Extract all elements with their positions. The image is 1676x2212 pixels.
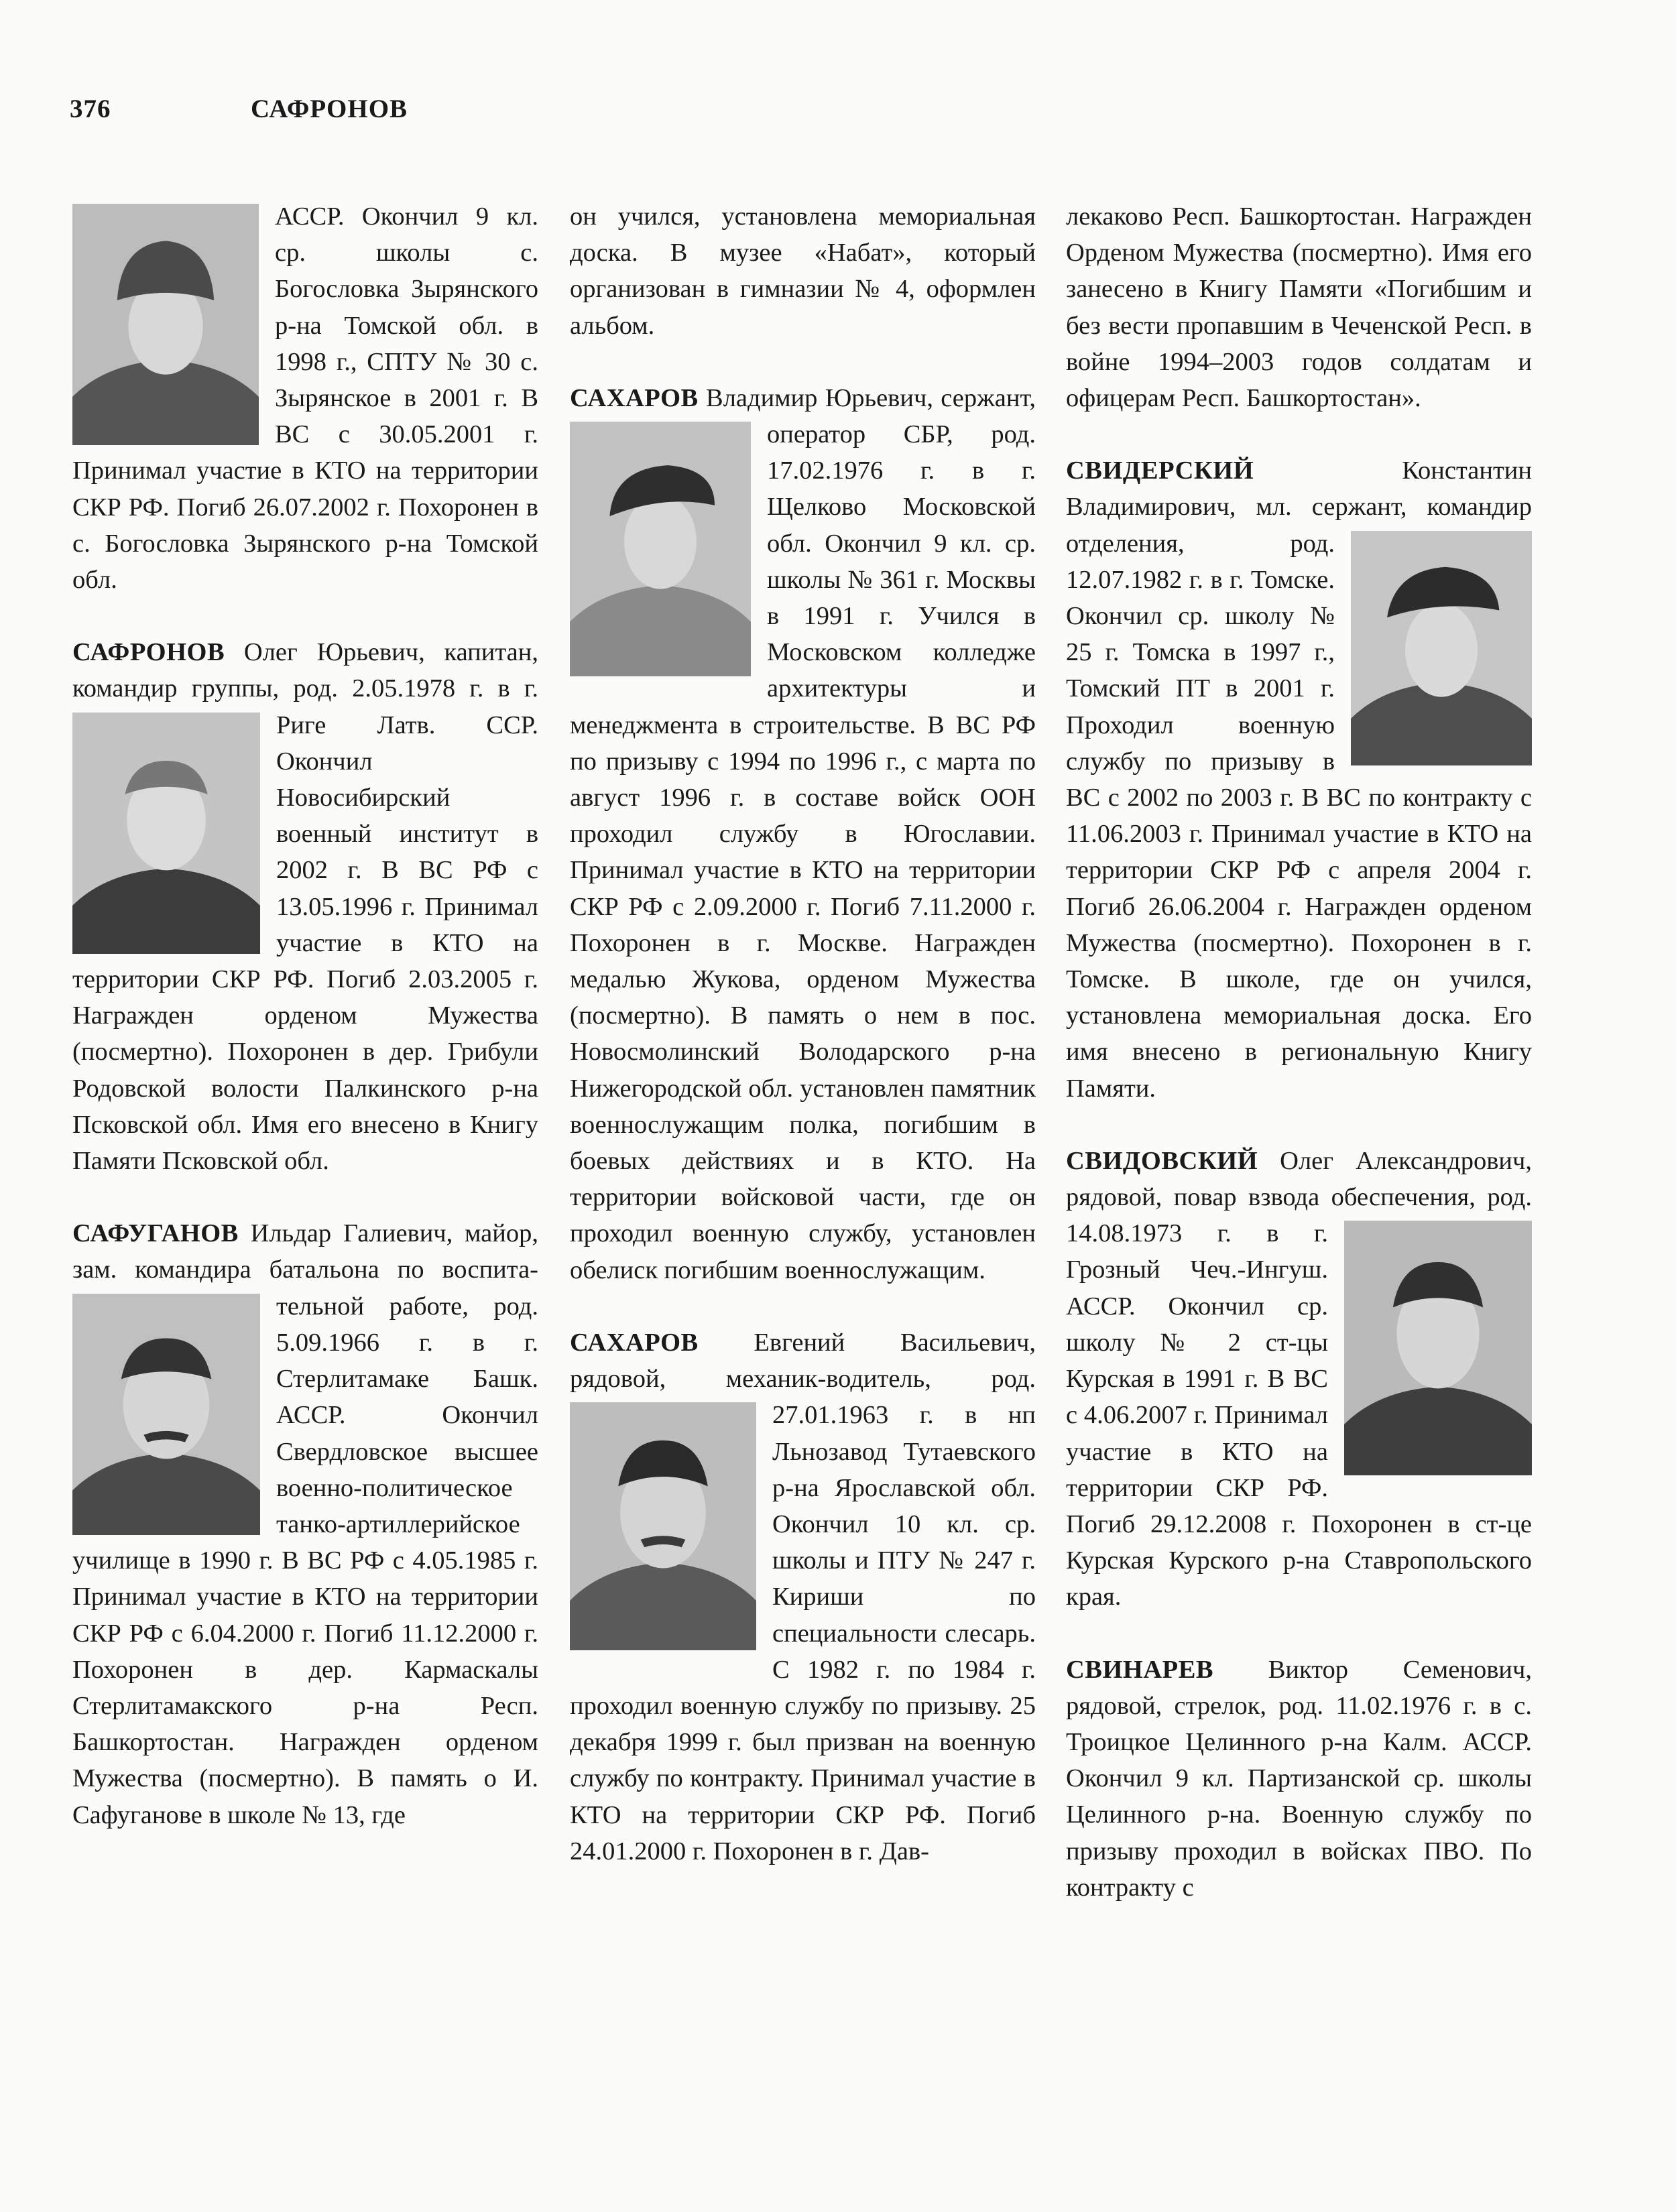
entry-text: Виктор Семенович, рядовой, стрелок, род. 11.02.1976 г. в с. Троицкое Целинного р-на Калм. АССР. Окончил 9 кл. Партизанской ср. школы Целинного р-на. Военную службу по призыву проходил в войсках ПВО. По контракту с bbox=[1066, 1655, 1532, 1902]
entry-sviderskiy bbox=[1066, 452, 1532, 1107]
entry-continuation bbox=[570, 198, 1036, 344]
entry-safronov bbox=[72, 634, 538, 1179]
entry-intro: Владимир Юрьевич, сержант, оператор СБР, род. bbox=[698, 383, 1036, 449]
portrait-photo bbox=[1351, 531, 1532, 765]
running-title: САФРОНОВ bbox=[251, 95, 408, 123]
entry-text: лекаково Респ. Башкортостан. Награжден Орденом Мужества (посмертно). Имя его занесено в Книгу Памяти «Погибшим и без вести пропавшим в Чеченской Респ. в войне 1994–2003 годов солдатам и офицерам Респ. Башкортостан». bbox=[1066, 202, 1532, 413]
column-3 bbox=[1066, 198, 1532, 1942]
entry-name: САФУГАНОВ bbox=[72, 1219, 239, 1248]
entry-intro: Олег Юрьевич, капитан, командир группы, род. 2.05.1978 г. в г. Риге bbox=[72, 638, 538, 739]
entry-text: 17.02.1976 г. в г. Щелково Московской обл. Окончил 9 кл. ср. школы № 361 г. Москвы в 1991 г. Учился в Московском колледже архитектуры и менеджмента в строительстве. В ВС РФ по призыву с 1994 по 1996 г., с марта по август 1996 г. в составе войск ООН проходил службу в Югославии. Принимал участие в КТО на территории СКР РФ с 2.09.2000 г. Погиб 7.11.2000 г. Похоронен в г. Москве. Награжден медалью Жукова, орденом Мужества (посмертно). В память о нем в пос. Новосмолинский Володарского р-на Нижегородской обл. установлен памятник военнослужащим полка, погибшим в боевых действиях и в КТО. На территории войсковой части, где он проходил военную службу, установлен обелиск погибшим военнослужащим. bbox=[570, 456, 1036, 1284]
entry-svidovskiy bbox=[1066, 1143, 1532, 1615]
entry-continuation bbox=[72, 198, 538, 598]
running-head bbox=[70, 94, 408, 134]
page-number: 376 bbox=[70, 95, 111, 123]
entry-sakharov-evgeniy bbox=[570, 1325, 1036, 1869]
portrait-photo bbox=[72, 713, 260, 954]
entry-intro: Константин Владимирович, мл. сержант, командир bbox=[1066, 456, 1532, 521]
entry-text: АССР. Окончил 9 кл. ср. школы с. Богословка Зырянского р-на Томской обл. в 1998 г., СПТУ № 30 с. Зырянское в 2001 г. В ВС с 30.05.2001 г. Принимал участие в КТО на территории СКР РФ. Погиб 26.07.2002 г. Похоронен в с. Богословка Зырянского р-на Томской обл. bbox=[72, 202, 538, 595]
portrait-photo bbox=[72, 1294, 260, 1535]
entry-name: САФРОНОВ bbox=[72, 638, 225, 667]
entry-intro: Олег Александрович, рядовой, повар взвода обеспечения, bbox=[1066, 1146, 1532, 1212]
entry-sakharov-vladimir bbox=[570, 380, 1036, 1288]
entry-name: СВИНАРЕВ bbox=[1066, 1655, 1214, 1684]
column-1 bbox=[72, 198, 538, 1869]
entry-svinarev bbox=[1066, 1652, 1532, 1906]
portrait-photo bbox=[570, 422, 751, 676]
entry-name: СВИДЕРСКИЙ bbox=[1066, 456, 1254, 485]
entry-name: САХАРОВ bbox=[570, 1328, 699, 1357]
entry-safuganov bbox=[72, 1215, 538, 1833]
entry-intro: Евгений Васильевич, рядовой, механик-водитель, род. bbox=[570, 1328, 1036, 1394]
entry-text: Латв. ССР. Окончил Новосибирский военный институт в 2002 г. В ВС РФ с 13.05.1996 г. Принимал участие в КТО на территории СКР РФ. Погиб 2.03.2005 г. Награжден орденом Мужества (посмертно). Похоронен в дер. Грибули Родовской волости Палкинского р-на Псковской обл. Имя его внесено в Книгу Памяти Псковской обл. bbox=[72, 711, 538, 1176]
entry-text: 27.01.1963 г. в нп Льнозавод Тутаевского р-на Ярославской обл. Окончил 10 кл. ср. школы и ПТУ № 247 г. Кириши по специальности слесарь. С 1982 г. по 1984 г. проходил военную службу по призыву. 25 декабря 1999 г. был призван на военную службу по контракту. Принимал участие в КТО на территории СКР РФ. Погиб 24.01.2000 г. Похоронен в г. Дав- bbox=[570, 1401, 1036, 1865]
entry-intro: Ильдар Галиевич, майор, зам. командира батальона по воспита- bbox=[72, 1219, 538, 1284]
column-2 bbox=[570, 198, 1036, 1906]
entry-text: отделения, род. 12.07.1982 г. в г. Томске. Окончил ср. школу № 25 г. Томска в 1997 г., Томский ПТ в 2001 г. Проходил военную службу по призыву в ВС с 2002 по 2003 г. В ВС по контракту с 11.06.2003 г. Принимал участие в КТО на территории СКР РФ с апреля 2004 г. Погиб 26.06.2004 г. Награжден орденом Мужества (посмертно). Похоронен в г. Томске. В школе, где он учился, установлена мемориальная доска. Его имя внесено в региональную Книгу Памяти. bbox=[1066, 529, 1532, 1103]
entry-text: он учился, установлена мемориальная доска. В музее «Набат», который организован в гимназии № 4, оформлен альбом. bbox=[570, 202, 1036, 340]
entry-name: САХАРОВ bbox=[570, 383, 699, 412]
entry-text: род. 14.08.1973 г. в г. Грозный Чеч.-Ингуш. АССР. Окончил ср. школу № 2 ст-цы Курская в 1991 г. В ВС с 4.06.2007 г. Принимал участие в КТО на территории СКР РФ. Погиб 29.12.2008 г. Похоронен в ст-це Курская Курского р-на Ставропольского края. bbox=[1066, 1183, 1532, 1611]
entry-name: СВИДОВСКИЙ bbox=[1066, 1146, 1258, 1175]
entry-continuation bbox=[1066, 198, 1532, 416]
portrait-photo bbox=[72, 204, 259, 445]
portrait-photo bbox=[570, 1402, 756, 1650]
entry-text: тельной работе, род. 5.09.1966 г. в г. Стерлитамаке Башк. АССР. Окончил Свердловское высшее военно-политическое танко-артиллерийское училище в 1990 г. В ВС РФ с 4.05.1985 г. Принимал участие в КТО на территории СКР РФ с 6.04.2000 г. Погиб 11.12.2000 г. Похоронен в дер. Кармаскалы Стерлитамакского р-на Респ. Башкортостан. Награжден орденом Мужества (посмертно). В память о И. Сафуганове в школе № 13, где bbox=[72, 1292, 538, 1829]
portrait-photo bbox=[1344, 1221, 1532, 1475]
